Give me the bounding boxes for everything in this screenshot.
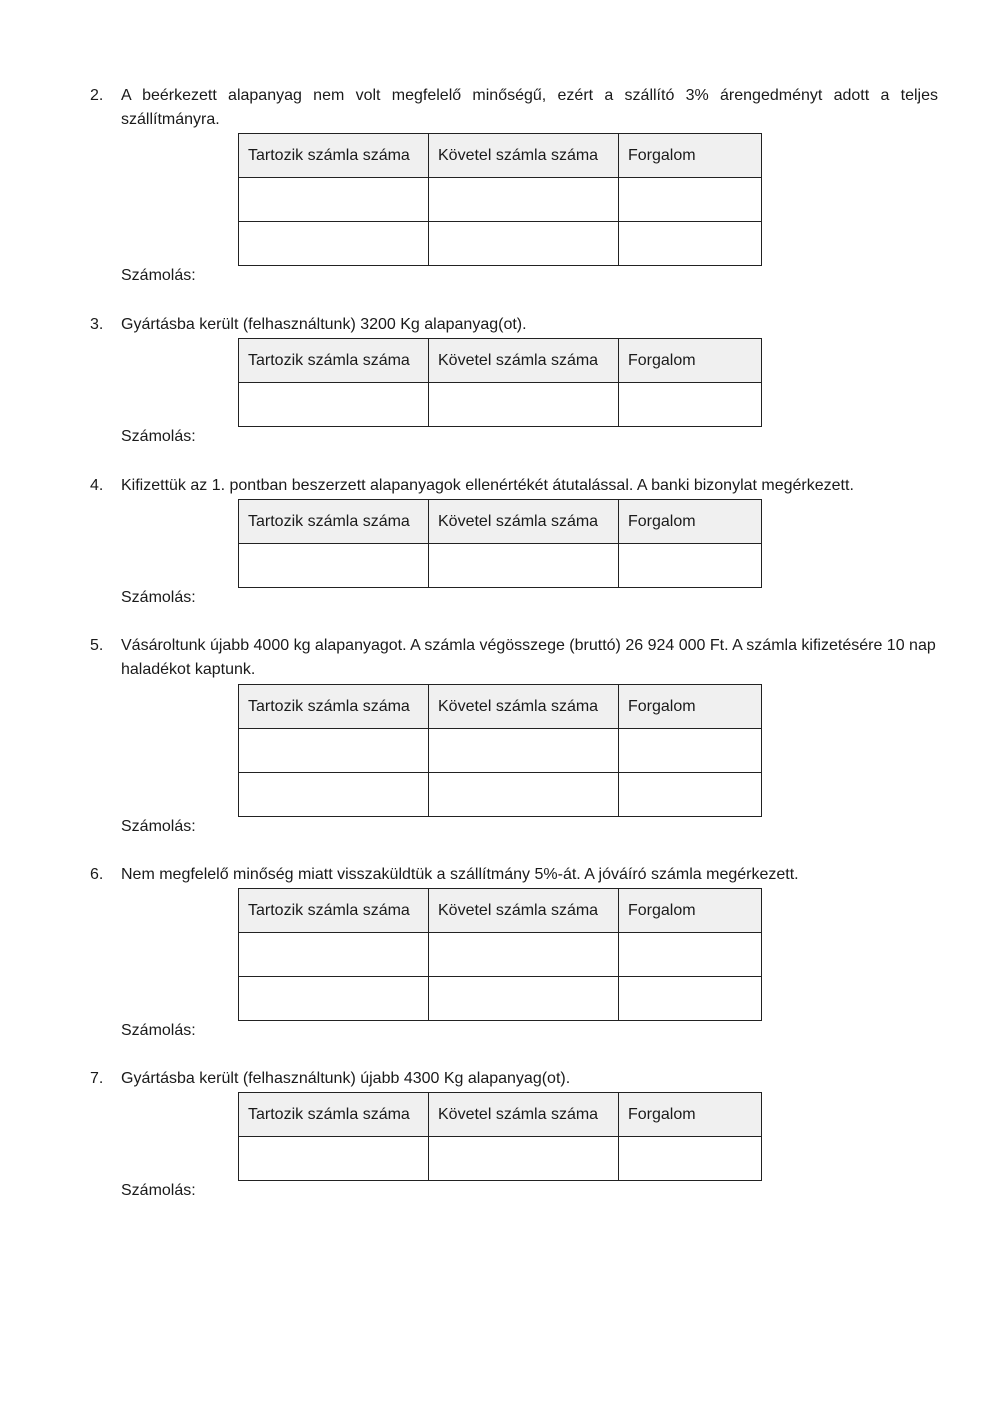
credit-cell[interactable] bbox=[429, 222, 619, 266]
task-text: Gyártásba került (felhasználtunk) újabb 4300 Kg alapanyag(ot). bbox=[121, 1070, 571, 1087]
debit-cell[interactable] bbox=[239, 383, 429, 427]
header-credit: Követel számla száma bbox=[429, 889, 619, 933]
header-amount: Forgalom bbox=[619, 339, 762, 383]
header-debit: Tartozik számla száma bbox=[239, 134, 429, 178]
task-text: Nem megfelelő minőség miatt visszaküldtük a szállítmány 5%-át. A jóváíró számla megérkezett. bbox=[121, 866, 799, 883]
header-amount: Forgalom bbox=[619, 1093, 762, 1137]
amount-cell[interactable] bbox=[619, 383, 762, 427]
header-credit: Követel számla száma bbox=[429, 1093, 619, 1137]
table-row bbox=[239, 544, 762, 588]
header-debit: Tartozik számla száma bbox=[239, 685, 429, 729]
booking-table bbox=[238, 1092, 762, 1181]
booking-table bbox=[238, 133, 762, 266]
header-debit: Tartozik számla száma bbox=[239, 1093, 429, 1137]
table-row bbox=[239, 773, 762, 817]
amount-cell[interactable] bbox=[619, 544, 762, 588]
credit-cell[interactable] bbox=[429, 1137, 619, 1181]
debit-cell[interactable] bbox=[239, 977, 429, 1021]
debit-cell[interactable] bbox=[239, 729, 429, 773]
calculation-label: Számolás: bbox=[121, 1022, 196, 1039]
amount-cell[interactable] bbox=[619, 977, 762, 1021]
header-debit: Tartozik számla száma bbox=[239, 500, 429, 544]
amount-cell[interactable] bbox=[619, 933, 762, 977]
credit-cell[interactable] bbox=[429, 383, 619, 427]
table-header-row bbox=[239, 1093, 762, 1137]
booking-table bbox=[238, 499, 762, 588]
credit-cell[interactable] bbox=[429, 773, 619, 817]
table-row bbox=[239, 222, 762, 266]
header-amount: Forgalom bbox=[619, 500, 762, 544]
amount-cell[interactable] bbox=[619, 729, 762, 773]
header-amount: Forgalom bbox=[619, 889, 762, 933]
credit-cell[interactable] bbox=[429, 178, 619, 222]
table-row bbox=[239, 933, 762, 977]
task-number: 7. bbox=[90, 1070, 104, 1087]
debit-cell[interactable] bbox=[239, 773, 429, 817]
task-text: Kifizettük az 1. pontban beszerzett alapanyagok ellenértékét átutalással. A banki bizonylat megérkezett. bbox=[121, 477, 854, 494]
header-amount: Forgalom bbox=[619, 134, 762, 178]
amount-cell[interactable] bbox=[619, 222, 762, 266]
calculation-label: Számolás: bbox=[121, 589, 196, 606]
calculation-label: Számolás: bbox=[121, 267, 196, 284]
table-header-row bbox=[239, 685, 762, 729]
task-number: 6. bbox=[90, 866, 104, 883]
header-credit: Követel számla száma bbox=[429, 500, 619, 544]
credit-cell[interactable] bbox=[429, 977, 619, 1021]
header-debit: Tartozik számla száma bbox=[239, 339, 429, 383]
table-header-row bbox=[239, 134, 762, 178]
booking-table bbox=[238, 684, 762, 817]
credit-cell[interactable] bbox=[429, 933, 619, 977]
table-header-row bbox=[239, 500, 762, 544]
table-row bbox=[239, 729, 762, 773]
header-debit: Tartozik számla száma bbox=[239, 889, 429, 933]
header-credit: Követel számla száma bbox=[429, 685, 619, 729]
debit-cell[interactable] bbox=[239, 178, 429, 222]
debit-cell[interactable] bbox=[239, 222, 429, 266]
debit-cell[interactable] bbox=[239, 933, 429, 977]
amount-cell[interactable] bbox=[619, 1137, 762, 1181]
debit-cell[interactable] bbox=[239, 1137, 429, 1181]
calculation-label: Számolás: bbox=[121, 818, 196, 835]
table-row bbox=[239, 383, 762, 427]
booking-table bbox=[238, 338, 762, 427]
task-text: Vásároltunk újabb 4000 kg alapanyagot. A számla végösszege (bruttó) 26 924 000 Ft. A számla kifizetésére 10 nap haladékot kaptunk. bbox=[121, 637, 936, 678]
task-number: 5. bbox=[90, 637, 104, 654]
amount-cell[interactable] bbox=[619, 773, 762, 817]
debit-cell[interactable] bbox=[239, 544, 429, 588]
table-header-row bbox=[239, 339, 762, 383]
header-credit: Követel számla száma bbox=[429, 339, 619, 383]
task-number: 3. bbox=[90, 316, 104, 333]
header-amount: Forgalom bbox=[619, 685, 762, 729]
calculation-label: Számolás: bbox=[121, 428, 196, 445]
table-header-row bbox=[239, 889, 762, 933]
booking-table bbox=[238, 888, 762, 1021]
task-text: Gyártásba került (felhasználtunk) 3200 Kg alapanyag(ot). bbox=[121, 316, 527, 333]
table-row bbox=[239, 977, 762, 1021]
credit-cell[interactable] bbox=[429, 729, 619, 773]
calculation-label: Számolás: bbox=[121, 1182, 196, 1199]
task-number: 4. bbox=[90, 477, 104, 494]
amount-cell[interactable] bbox=[619, 178, 762, 222]
task-number: 2. bbox=[90, 87, 104, 104]
table-row bbox=[239, 178, 762, 222]
header-credit: Követel számla száma bbox=[429, 134, 619, 178]
credit-cell[interactable] bbox=[429, 544, 619, 588]
table-row bbox=[239, 1137, 762, 1181]
task-text: A beérkezett alapanyag nem volt megfelelő minőségű, ezért a szállító 3% árengedményt adott a teljes szállítmányra. bbox=[121, 87, 938, 128]
